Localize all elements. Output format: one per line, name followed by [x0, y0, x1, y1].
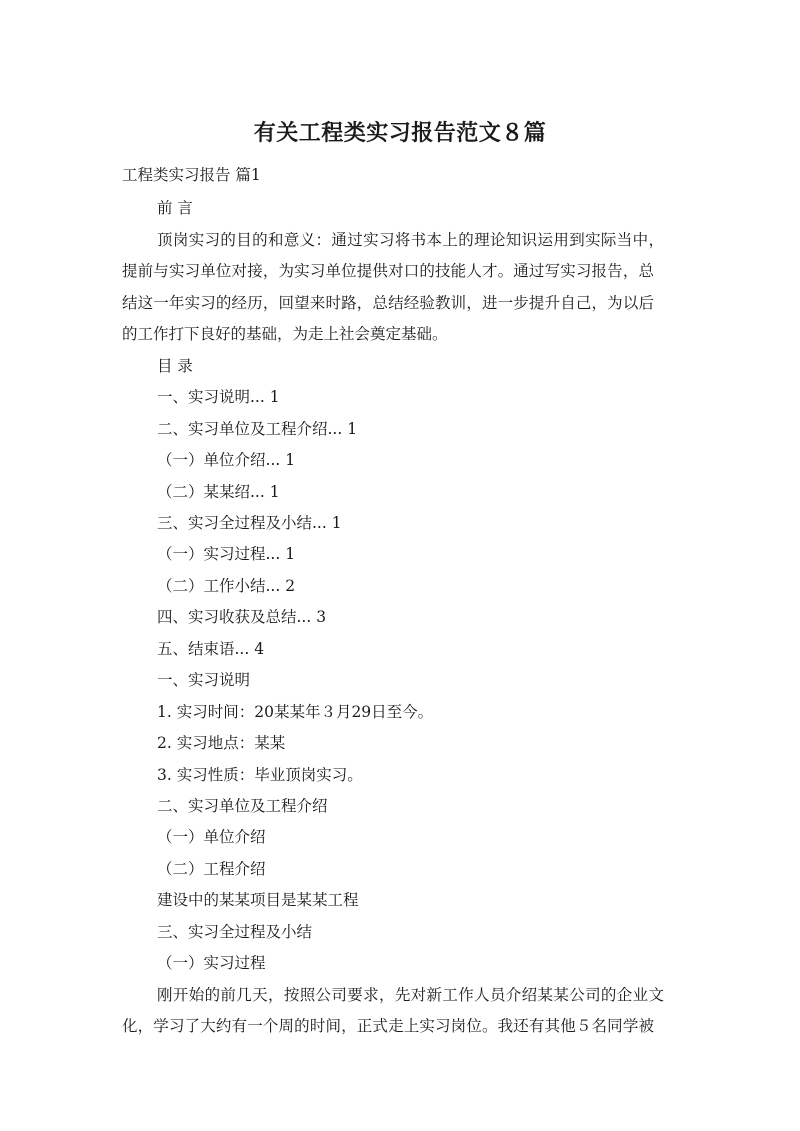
toc-item: 五、结束语... 4 — [157, 640, 265, 658]
subsection-heading: （一）实习过程 — [157, 954, 266, 972]
toc-item: 二、实习单位及工程介绍... 1 — [157, 420, 358, 438]
report-heading: 工程类实习报告 篇1 — [122, 166, 261, 184]
preface-line-4: 的工作打下良好的基础，为走上社会奠定基础。 — [122, 325, 448, 343]
toc-item: （一）单位介绍... 1 — [157, 451, 296, 469]
preface-line-2: 提前与实习单位对接，为实习单位提供对口的技能人才。通过写实习报告，总 — [122, 262, 654, 280]
toc-item: 三、实习全过程及小结... 1 — [157, 514, 342, 532]
preface-line-3: 结这一年实习的经历，回望来时路，总结经验教训，进一步提升自己，为以后 — [122, 294, 654, 312]
preface-line-1: 顶岗实习的目的和意义：通过实习将书本上的理论知识运用到实际当中， — [157, 231, 664, 249]
toc-item: 一、实习说明... 1 — [157, 388, 280, 406]
paragraph-text: 建设中的某某项目是某某工程 — [157, 891, 359, 909]
toc-label: 目 录 — [157, 357, 193, 375]
toc-item: （二）工作小结... 2 — [157, 577, 296, 595]
subsection-heading: （二）工程介绍 — [157, 860, 266, 878]
section-list-item: 1. 实习时间：20某某年３月29日至今。 — [157, 703, 434, 721]
subsection-heading: （一）单位介绍 — [157, 828, 266, 846]
toc-item: 四、实习收获及总结... 3 — [157, 608, 327, 626]
section-heading: 三、实习全过程及小结 — [157, 923, 313, 941]
section-heading: 一、实习说明 — [157, 671, 251, 689]
section-list-item: 2. 实习地点：某某 — [157, 734, 286, 752]
paragraph-line-2: 化，学习了大约有一个周的时间，正式走上实习岗位。我还有其他５名同学被 — [122, 1017, 654, 1035]
toc-item: （二）某某绍... 1 — [157, 483, 280, 501]
preface-label: 前 言 — [157, 199, 193, 217]
paragraph-line-1: 刚开始的前几天，按照公司要求，先对新工作人员介绍某某公司的企业文 — [157, 986, 664, 1004]
toc-item: （一）实习过程... 1 — [157, 545, 296, 563]
section-heading: 二、实习单位及工程介绍 — [157, 797, 328, 815]
section-list-item: 3. 实习性质：毕业顶岗实习。 — [157, 766, 363, 784]
document-title: 有关工程类实习报告范文８篇 — [253, 121, 547, 146]
